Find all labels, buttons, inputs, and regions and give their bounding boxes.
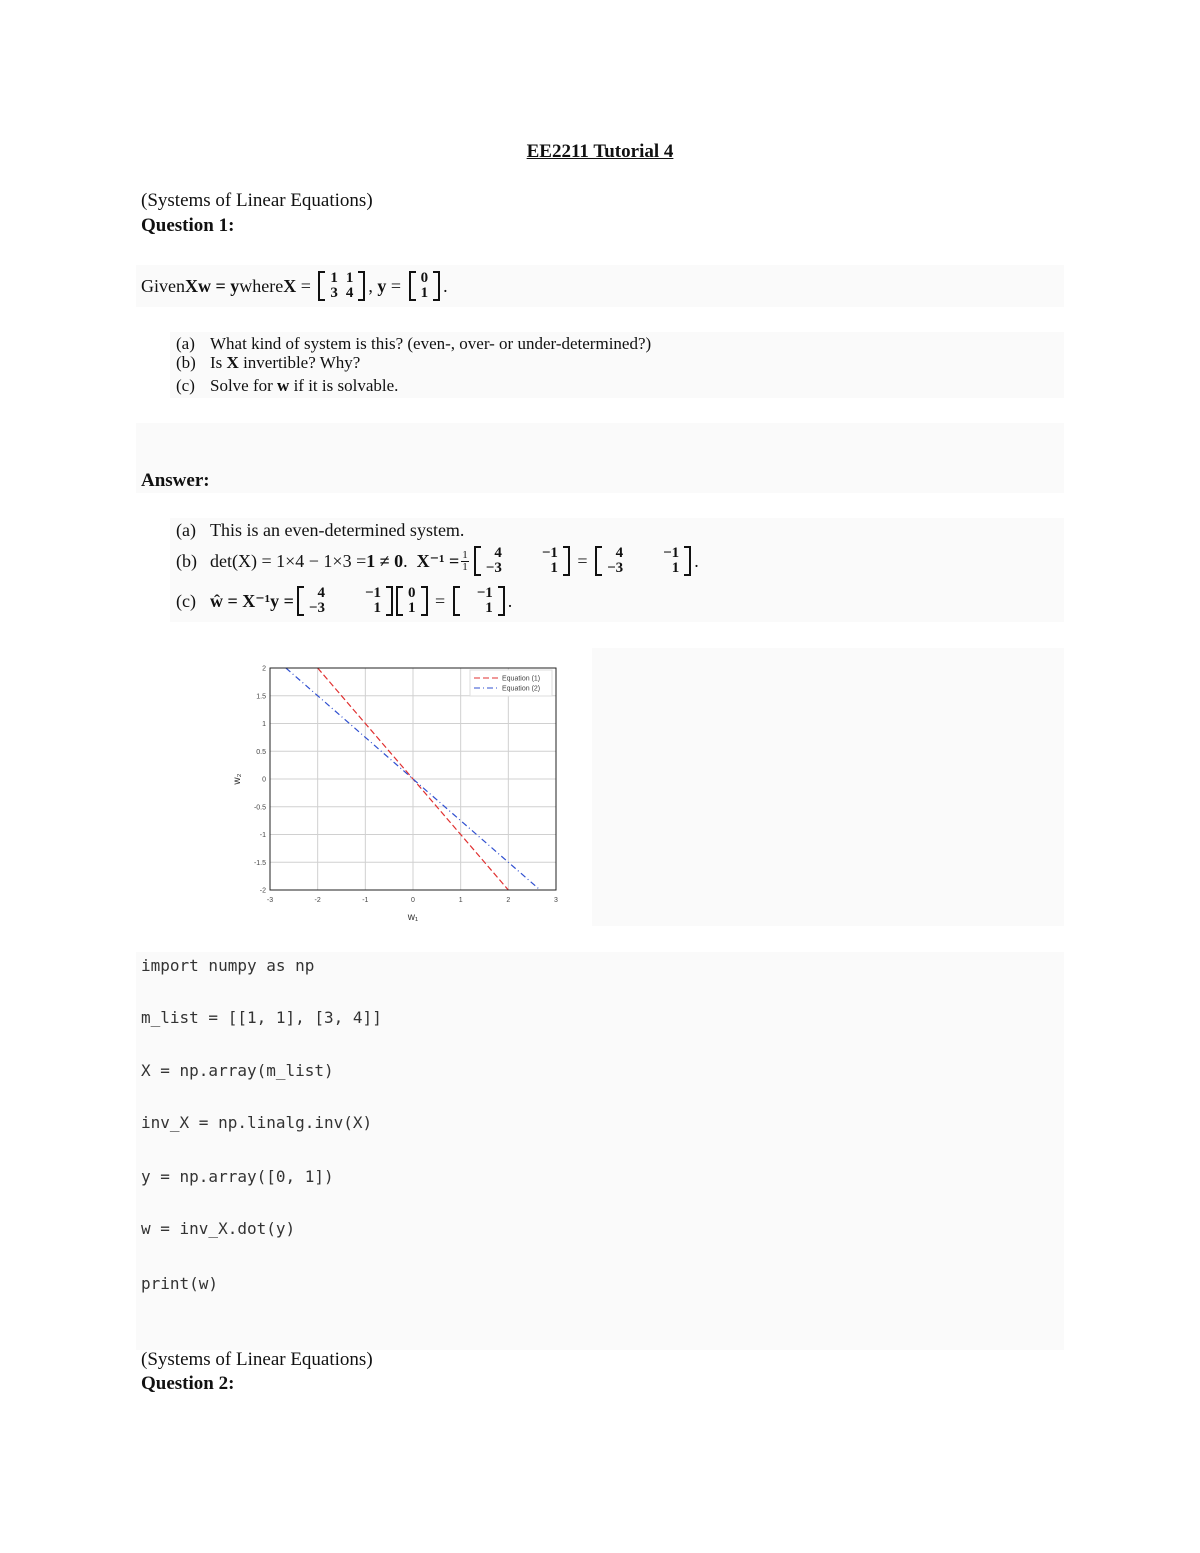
x-tick-label: 2 xyxy=(506,897,511,904)
fraction-denominator: 1 xyxy=(462,560,468,573)
y-tick-label: 1.5 xyxy=(256,693,266,701)
part-text-bold: X xyxy=(226,353,239,372)
inverse-matrix xyxy=(474,546,570,576)
given-where: where xyxy=(239,275,284,296)
inverse-label: X⁻¹ = xyxy=(416,550,460,571)
y-tick-label: -1 xyxy=(259,832,266,839)
part-text: Solve for xyxy=(210,376,278,395)
matrix-cell: −3 xyxy=(308,600,325,616)
q2-topic: (Systems of Linear Equations) xyxy=(141,1349,373,1370)
y-tick-label: -2 xyxy=(259,887,266,895)
y-vector xyxy=(409,271,441,301)
answer-c: (c) ŵ = X⁻¹y = 4 −1 −3 1 0 1 = −1 1 . xyxy=(176,585,513,616)
y-tick-label: -0.5 xyxy=(253,804,266,812)
y-tick-label: 0.5 xyxy=(256,748,266,756)
answer-heading: Answer: xyxy=(141,470,210,491)
inverse-matrix xyxy=(297,586,393,616)
x-axis-label: w₁ xyxy=(407,912,419,923)
page-title: EE2211 Tutorial 4 xyxy=(526,141,674,162)
y-tick-label: 2 xyxy=(262,665,266,673)
matrix-cell: −3 xyxy=(485,560,502,576)
given-prefix: Given xyxy=(141,275,185,296)
matrix-cell: 1 xyxy=(550,560,558,576)
part-text: Is xyxy=(210,353,227,372)
part-label: (b) xyxy=(176,353,196,372)
given-statement: Given Xw = y where X = 1 1 3 4 , y = 0 1 . xyxy=(141,270,448,301)
fraction xyxy=(461,550,469,573)
matrix-cell: 1 xyxy=(345,270,354,286)
answer-label: (a) xyxy=(176,520,196,540)
matrix-cell: 3 xyxy=(330,285,338,301)
x-tick-label: -1 xyxy=(362,897,369,904)
code-line: inv_X = np.linalg.inv(X) xyxy=(141,1113,373,1132)
matrix-cell: 4 xyxy=(345,285,354,301)
matrix-cell: −3 xyxy=(607,560,624,576)
part-label: (c) xyxy=(176,376,195,395)
part-text: if it is solvable. xyxy=(289,376,399,395)
part-text-bold: w xyxy=(277,376,290,395)
y-vector xyxy=(396,586,428,616)
question-part-c xyxy=(176,376,398,396)
matrix-cell: −1 xyxy=(364,585,382,601)
answer-label: (b) xyxy=(176,550,197,571)
part-text: invertible? Why? xyxy=(238,353,361,372)
solution-lhs: ŵ = X⁻¹y = xyxy=(210,590,294,611)
answer-text: This is an even-determined system. xyxy=(210,520,465,540)
code-line: y = np.array([0, 1]) xyxy=(141,1167,334,1186)
answer-a xyxy=(176,520,464,541)
matrix-cell: −1 xyxy=(541,545,558,561)
x-tick-label: -2 xyxy=(314,897,321,904)
legend-label: Equation (1) xyxy=(502,675,541,683)
matrix-cell: 0 xyxy=(408,585,416,601)
matrix-cell: −1 xyxy=(663,545,680,561)
matrix-cell: 4 xyxy=(494,545,502,561)
code-line: w = inv_X.dot(y) xyxy=(141,1219,296,1238)
det-text: det(X) = 1×4 − 1×3 = xyxy=(210,550,367,571)
code-line: import numpy as np xyxy=(141,956,315,975)
code-line: m_list = [[1, 1], [3, 4]] xyxy=(141,1008,382,1027)
q2-heading: Question 2: xyxy=(141,1373,235,1394)
matrix-cell: 1 xyxy=(671,560,680,576)
matrix-cell: 1 xyxy=(408,600,416,616)
part-label: (a) xyxy=(176,334,195,353)
code-line: print(w) xyxy=(141,1274,219,1293)
answer-label: (c) xyxy=(176,590,196,611)
line-chart xyxy=(208,648,592,926)
matrix-cell: 0 xyxy=(420,270,429,286)
answer-b: (b) det(X) = 1×4 − 1×3 = 1 ≠ 0 . X⁻¹ = $\frac{1}{1}$ 4 −1 −3 1 = 4 −1 −3 1 . xyxy=(176,545,699,576)
x-tick-label: -3 xyxy=(266,897,274,904)
x-tick-label: 3 xyxy=(554,897,558,904)
y-axis-label: w₂ xyxy=(232,773,243,785)
given-equation: Xw = y xyxy=(185,275,240,296)
matrix-cell: 1 xyxy=(485,600,493,616)
matrix-cell: 4 xyxy=(615,545,624,561)
matrix-cell: 1 xyxy=(330,270,338,286)
y-label: y xyxy=(377,275,387,296)
x-label: X xyxy=(283,275,297,296)
solution-vector xyxy=(453,586,505,616)
legend-label: Equation (2) xyxy=(502,685,541,693)
x-matrix xyxy=(318,271,365,301)
question-part-a xyxy=(176,334,651,354)
matrix-cell: 4 xyxy=(317,585,325,601)
x-tick-label: 1 xyxy=(458,897,463,904)
x-tick-label: 0 xyxy=(411,897,415,904)
question-part-b xyxy=(176,353,360,373)
matrix-cell: 1 xyxy=(420,285,429,301)
q1-topic: (Systems of Linear Equations) xyxy=(141,190,373,211)
q1-heading: Question 1: xyxy=(141,215,235,236)
code-line: X = np.array(m_list) xyxy=(141,1061,334,1080)
y-tick-label: 1 xyxy=(262,721,266,728)
inverse-matrix-result xyxy=(595,546,691,576)
part-text: What kind of system is this? (even-, over- or under-determined?) xyxy=(210,334,652,353)
y-tick-label: 0 xyxy=(262,776,266,784)
fraction-numerator: 1 xyxy=(462,548,468,561)
blank-band xyxy=(136,423,1064,493)
matrix-cell: 1 xyxy=(373,600,382,616)
y-tick-label: -1.5 xyxy=(253,859,266,867)
matrix-cell: −1 xyxy=(476,585,493,601)
det-result: 1 ≠ 0 xyxy=(366,550,404,571)
